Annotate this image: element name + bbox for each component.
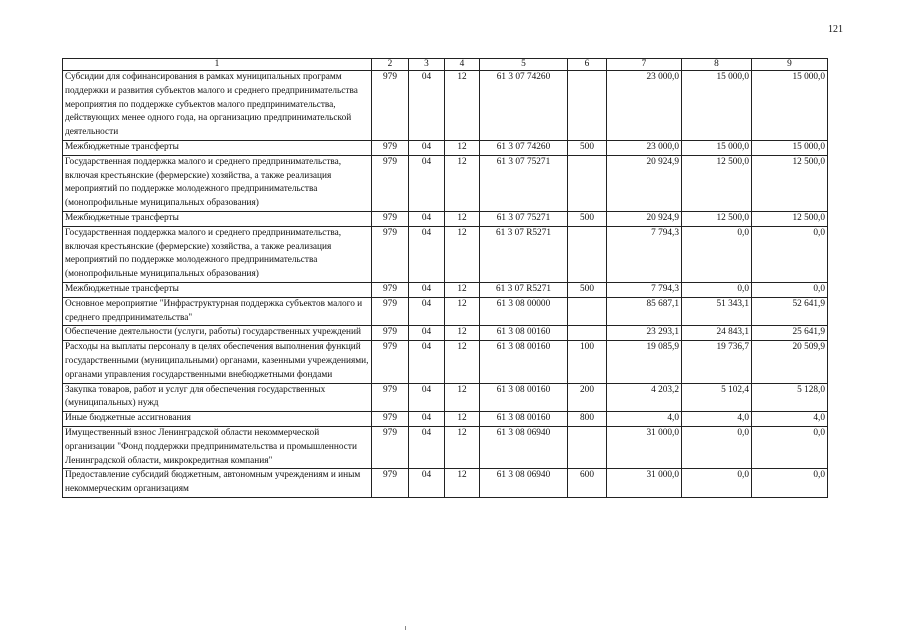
- cell-section: 04: [409, 341, 445, 383]
- cell-expense-type: [568, 297, 607, 326]
- table-row: [63, 383, 828, 412]
- cell-expense-type: [568, 155, 607, 211]
- cell-subsection: 12: [445, 140, 480, 155]
- cell-amount-year3: 12 500,0: [752, 211, 828, 226]
- cell-section: 04: [409, 297, 445, 326]
- cell-section: 04: [409, 426, 445, 468]
- scan-mark: [405, 626, 406, 630]
- cell-target-article: 61 3 07 75271: [480, 211, 568, 226]
- row-name: Обеспечение деятельности (услуги, работы) государственных учреждений: [63, 326, 372, 341]
- cell-amount-year2: 19 736,7: [682, 341, 752, 383]
- table-row: [63, 412, 828, 427]
- cell-amount-year2: 12 500,0: [682, 155, 752, 211]
- cell-ministry-code: 979: [372, 297, 409, 326]
- cell-target-article: 61 3 07 R5271: [480, 282, 568, 297]
- header-cell: 7: [607, 59, 682, 71]
- cell-amount-year1: 23 000,0: [607, 71, 682, 141]
- row-name: Субсидии для софинансирования в рамках муниципальных программ поддержки и развития субъектов малого и среднего предпринимательства мероприятия по поддержке субъектов малого предпринимательства, действующих менее одного года, на организацию предпринимательской деятельности: [63, 71, 372, 141]
- cell-section: 04: [409, 412, 445, 427]
- cell-amount-year1: 23 293,1: [607, 326, 682, 341]
- cell-section: 04: [409, 155, 445, 211]
- row-name: Государственная поддержка малого и среднего предпринимательства, включая крестьянские (фермерские) хозяйства, а также реализация мероприятий по поддержке молодежного предпринимательства (монопрофильные муниципальных образования): [63, 155, 372, 211]
- header-cell: 3: [409, 59, 445, 71]
- cell-amount-year3: 5 128,0: [752, 383, 828, 412]
- cell-section: 04: [409, 469, 445, 498]
- cell-section: 04: [409, 282, 445, 297]
- header-cell: 4: [445, 59, 480, 71]
- cell-amount-year2: 12 500,0: [682, 211, 752, 226]
- cell-ministry-code: 979: [372, 383, 409, 412]
- table-row: [63, 140, 828, 155]
- cell-expense-type: 100: [568, 341, 607, 383]
- table-row: [63, 211, 828, 226]
- cell-target-article: 61 3 08 00160: [480, 383, 568, 412]
- cell-ministry-code: 979: [372, 412, 409, 427]
- cell-amount-year3: 4,0: [752, 412, 828, 427]
- cell-subsection: 12: [445, 469, 480, 498]
- row-name: Предоставление субсидий бюджетным, автономным учреждениям и иным некоммерческим организациям: [63, 469, 372, 498]
- cell-target-article: 61 3 08 00000: [480, 297, 568, 326]
- cell-expense-type: 500: [568, 282, 607, 297]
- table-row: [63, 282, 828, 297]
- cell-section: 04: [409, 383, 445, 412]
- cell-amount-year2: 15 000,0: [682, 140, 752, 155]
- cell-amount-year1: 20 924,9: [607, 155, 682, 211]
- cell-expense-type: 600: [568, 469, 607, 498]
- cell-target-article: 61 3 07 R5271: [480, 226, 568, 282]
- table-row: [63, 155, 828, 211]
- cell-amount-year2: 0,0: [682, 469, 752, 498]
- cell-target-article: 61 3 08 06940: [480, 469, 568, 498]
- table-row: [63, 426, 828, 468]
- header-cell: 2: [372, 59, 409, 71]
- header-cell: 8: [682, 59, 752, 71]
- cell-target-article: 61 3 07 74260: [480, 140, 568, 155]
- cell-ministry-code: 979: [372, 211, 409, 226]
- cell-amount-year2: 0,0: [682, 426, 752, 468]
- cell-amount-year1: 7 794,3: [607, 226, 682, 282]
- cell-subsection: 12: [445, 282, 480, 297]
- cell-ministry-code: 979: [372, 140, 409, 155]
- cell-subsection: 12: [445, 297, 480, 326]
- table-row: [63, 71, 828, 141]
- cell-subsection: 12: [445, 226, 480, 282]
- cell-expense-type: [568, 326, 607, 341]
- cell-amount-year2: 51 343,1: [682, 297, 752, 326]
- cell-section: 04: [409, 71, 445, 141]
- cell-amount-year3: 0,0: [752, 426, 828, 468]
- row-name: Межбюджетные трансферты: [63, 211, 372, 226]
- cell-subsection: 12: [445, 412, 480, 427]
- cell-section: 04: [409, 226, 445, 282]
- cell-expense-type: 500: [568, 140, 607, 155]
- cell-target-article: 61 3 07 75271: [480, 155, 568, 211]
- cell-amount-year3: 0,0: [752, 282, 828, 297]
- row-name: Межбюджетные трансферты: [63, 282, 372, 297]
- cell-amount-year2: 4,0: [682, 412, 752, 427]
- cell-target-article: 61 3 07 74260: [480, 71, 568, 141]
- cell-amount-year3: 15 000,0: [752, 71, 828, 141]
- cell-amount-year3: 15 000,0: [752, 140, 828, 155]
- row-name: Межбюджетные трансферты: [63, 140, 372, 155]
- cell-amount-year3: 20 509,9: [752, 341, 828, 383]
- table-row: [63, 226, 828, 282]
- cell-ministry-code: 979: [372, 469, 409, 498]
- cell-amount-year1: 19 085,9: [607, 341, 682, 383]
- row-name: Государственная поддержка малого и среднего предпринимательства, включая крестьянские (фермерские) хозяйства, а также реализация мероприятий по поддержке молодежного предпринимательства (монопрофильные муниципальных образования): [63, 226, 372, 282]
- cell-amount-year2: 0,0: [682, 282, 752, 297]
- row-name: Закупка товаров, работ и услуг для обеспечения государственных (муниципальных) нужд: [63, 383, 372, 412]
- cell-expense-type: [568, 71, 607, 141]
- cell-ministry-code: 979: [372, 282, 409, 297]
- table-row: [63, 341, 828, 383]
- cell-ministry-code: 979: [372, 326, 409, 341]
- cell-subsection: 12: [445, 71, 480, 141]
- cell-section: 04: [409, 140, 445, 155]
- cell-amount-year1: 7 794,3: [607, 282, 682, 297]
- cell-expense-type: 800: [568, 412, 607, 427]
- row-name: Расходы на выплаты персоналу в целях обеспечения выполнения функций государственными (муниципальными) органами, казенными учреждениями, органами управления государственными внебюджетными фондами: [63, 341, 372, 383]
- cell-amount-year1: 20 924,9: [607, 211, 682, 226]
- cell-amount-year1: 31 000,0: [607, 469, 682, 498]
- cell-expense-type: [568, 426, 607, 468]
- cell-ministry-code: 979: [372, 155, 409, 211]
- header-cell: 9: [752, 59, 828, 71]
- cell-amount-year3: 52 641,9: [752, 297, 828, 326]
- row-name: Имущественный взнос Ленинградской области некоммерческой организации "Фонд поддержки предпринимательства и промышленности Ленинградской области, микрокредитная компания": [63, 426, 372, 468]
- cell-subsection: 12: [445, 341, 480, 383]
- cell-subsection: 12: [445, 211, 480, 226]
- cell-amount-year1: 23 000,0: [607, 140, 682, 155]
- cell-amount-year2: 5 102,4: [682, 383, 752, 412]
- cell-subsection: 12: [445, 155, 480, 211]
- cell-ministry-code: 979: [372, 426, 409, 468]
- cell-amount-year1: 85 687,1: [607, 297, 682, 326]
- cell-subsection: 12: [445, 426, 480, 468]
- cell-expense-type: [568, 226, 607, 282]
- cell-ministry-code: 979: [372, 341, 409, 383]
- header-cell: 6: [568, 59, 607, 71]
- row-name: Основное мероприятие "Инфраструктурная поддержка субъектов малого и среднего предпринимательства": [63, 297, 372, 326]
- cell-amount-year3: 12 500,0: [752, 155, 828, 211]
- row-name: Иные бюджетные ассигнования: [63, 412, 372, 427]
- table-row: [63, 297, 828, 326]
- table-row: [63, 469, 828, 498]
- cell-amount-year2: 0,0: [682, 226, 752, 282]
- cell-target-article: 61 3 08 00160: [480, 341, 568, 383]
- cell-ministry-code: 979: [372, 71, 409, 141]
- cell-expense-type: 200: [568, 383, 607, 412]
- cell-target-article: 61 3 08 00160: [480, 326, 568, 341]
- cell-target-article: 61 3 08 00160: [480, 412, 568, 427]
- cell-ministry-code: 979: [372, 226, 409, 282]
- cell-target-article: 61 3 08 06940: [480, 426, 568, 468]
- cell-subsection: 12: [445, 326, 480, 341]
- cell-section: 04: [409, 211, 445, 226]
- cell-amount-year1: 31 000,0: [607, 426, 682, 468]
- table-row: [63, 326, 828, 341]
- cell-amount-year3: 0,0: [752, 469, 828, 498]
- cell-amount-year3: 0,0: [752, 226, 828, 282]
- cell-amount-year2: 15 000,0: [682, 71, 752, 141]
- header-cell: 1: [63, 59, 372, 71]
- cell-amount-year1: 4 203,2: [607, 383, 682, 412]
- header-row: [63, 59, 828, 71]
- cell-amount-year1: 4,0: [607, 412, 682, 427]
- header-cell: 5: [480, 59, 568, 71]
- cell-amount-year2: 24 843,1: [682, 326, 752, 341]
- cell-amount-year3: 25 641,9: [752, 326, 828, 341]
- budget-table: [62, 58, 828, 498]
- page-number: 121: [828, 24, 843, 35]
- cell-expense-type: 500: [568, 211, 607, 226]
- cell-subsection: 12: [445, 383, 480, 412]
- cell-section: 04: [409, 326, 445, 341]
